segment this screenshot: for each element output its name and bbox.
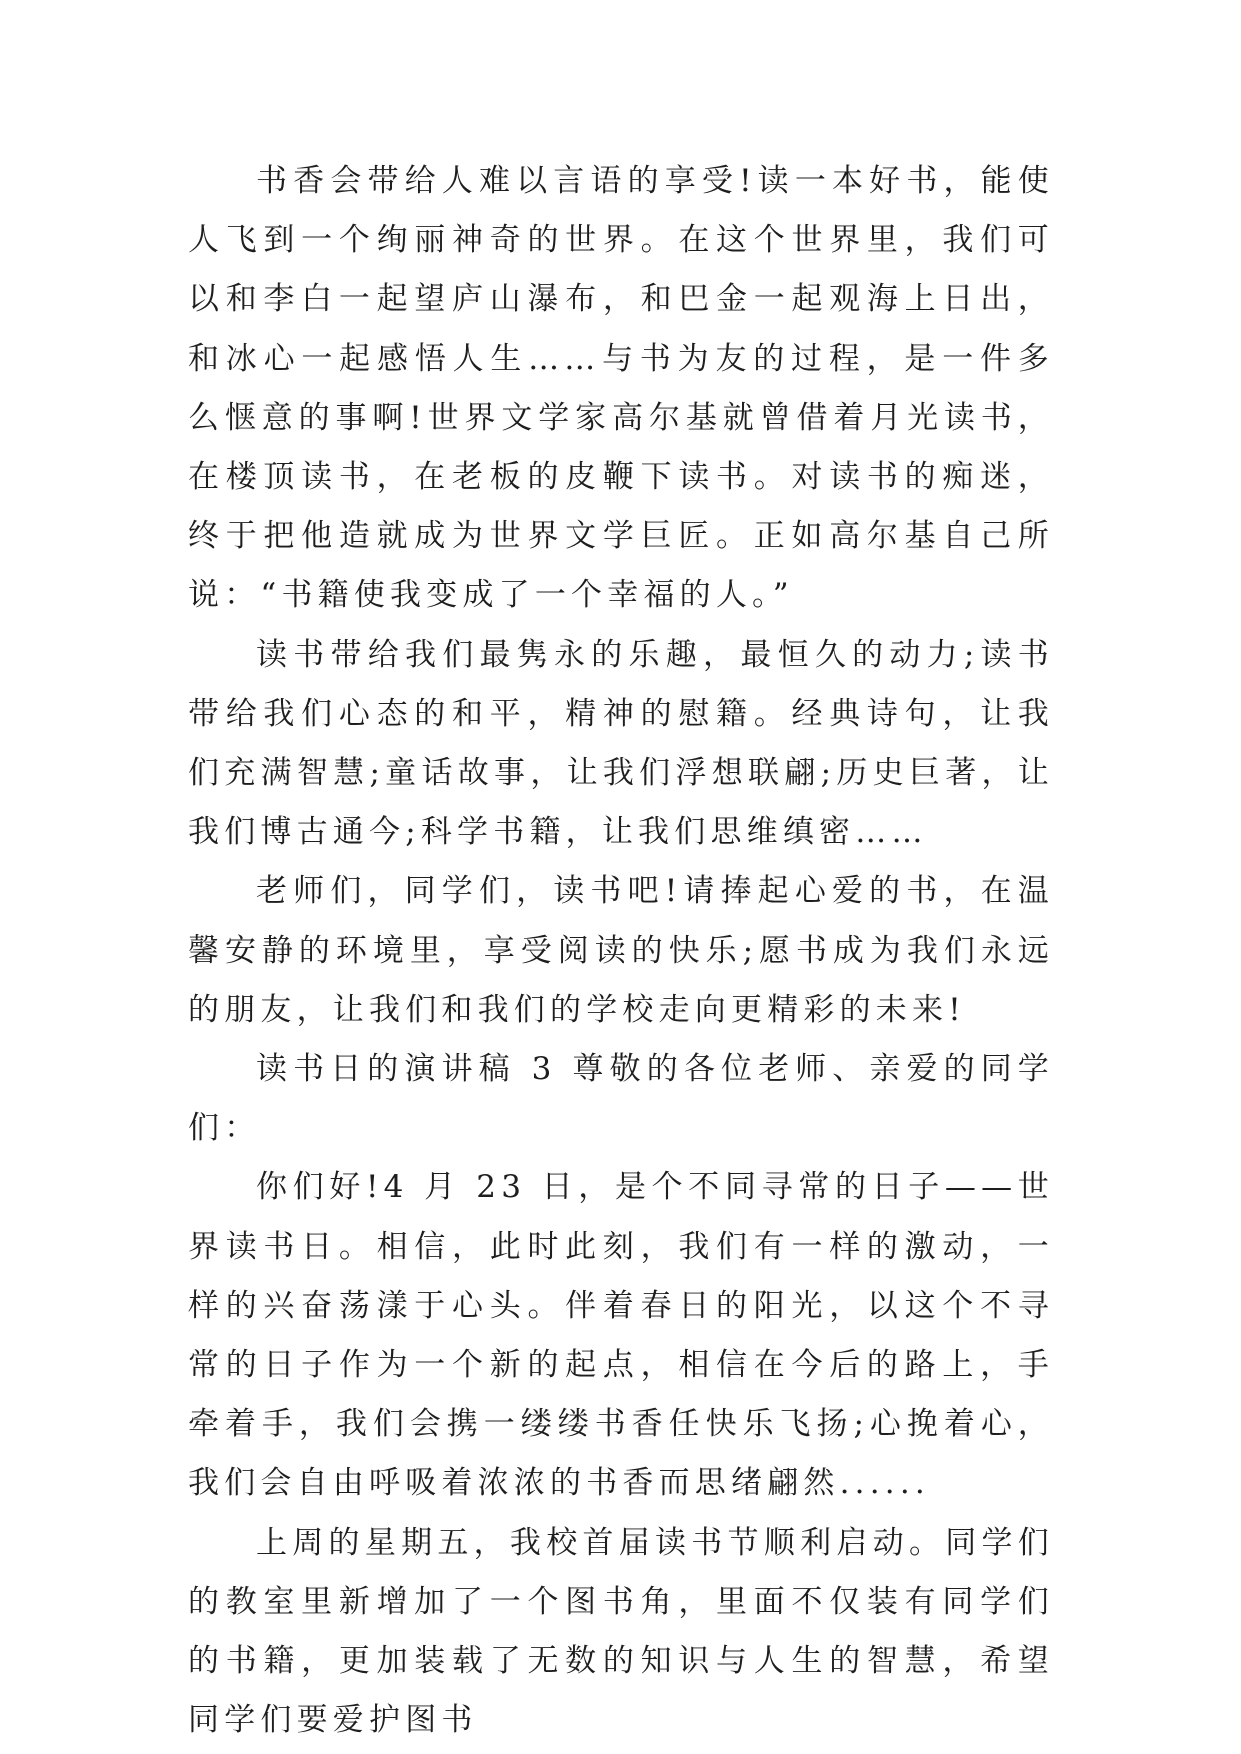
paragraph-5: 你们好!4 月 23 日，是个不同寻常的日子——世界读书日。相信，此时此刻，我们有一样的激动，一样的兴奋荡漾于心头。伴着春日的阳光，以这个不寻常的日子作为一个新的起点，相信在今后的路上，手牵着手，我们会携一缕缕书香任快乐飞扬;心挽着心，我们会自由呼吸着浓浓的书香而思绪翩然...... [188, 1169, 1054, 1502]
paragraph-1: 书香会带给人难以言语的享受!读一本好书，能使人飞到一个绚丽神奇的世界。在这个世界里，我们可以和李白一起望庐山瀑布，和巴金一起观海上日出，和冰心一起感悟人生……与书为友的过程，是一件多么惬意的事啊!世界文学家高尔基就曾借着月光读书，在楼顶读书，在老板的皮鞭下读书。对读书的痴迷，终于把他造就成为世界文学巨匠。正如高尔基自己所说：“书籍使我变成了一个幸福的人。” [188, 163, 1054, 614]
document-body [188, 152, 1054, 1750]
paragraph-6: 上周的星期五，我校首届读书节顺利启动。同学们的教室里新增加了一个图书角，里面不仅装有同学们的书籍，更加装载了无数的知识与人生的智慧，希望同学们要爱护图书 [188, 1524, 1054, 1739]
paragraph-4-heading: 读书日的演讲稿 3 尊敬的各位老师、亲爱的同学们： [188, 1051, 1054, 1147]
paragraph-2: 读书带给我们最隽永的乐趣，最恒久的动力;读书带给我们心态的和平，精神的慰籍。经典诗句，让我们充满智慧;童话故事，让我们浮想联翩;历史巨著，让我们博古通今;科学书籍，让我们思维缜密…… [188, 636, 1054, 851]
paragraph-3: 老师们，同学们，读书吧!请捧起心爱的书，在温馨安静的环境里，享受阅读的快乐;愿书成为我们永远的朋友，让我们和我们的学校走向更精彩的未来! [188, 873, 1054, 1028]
